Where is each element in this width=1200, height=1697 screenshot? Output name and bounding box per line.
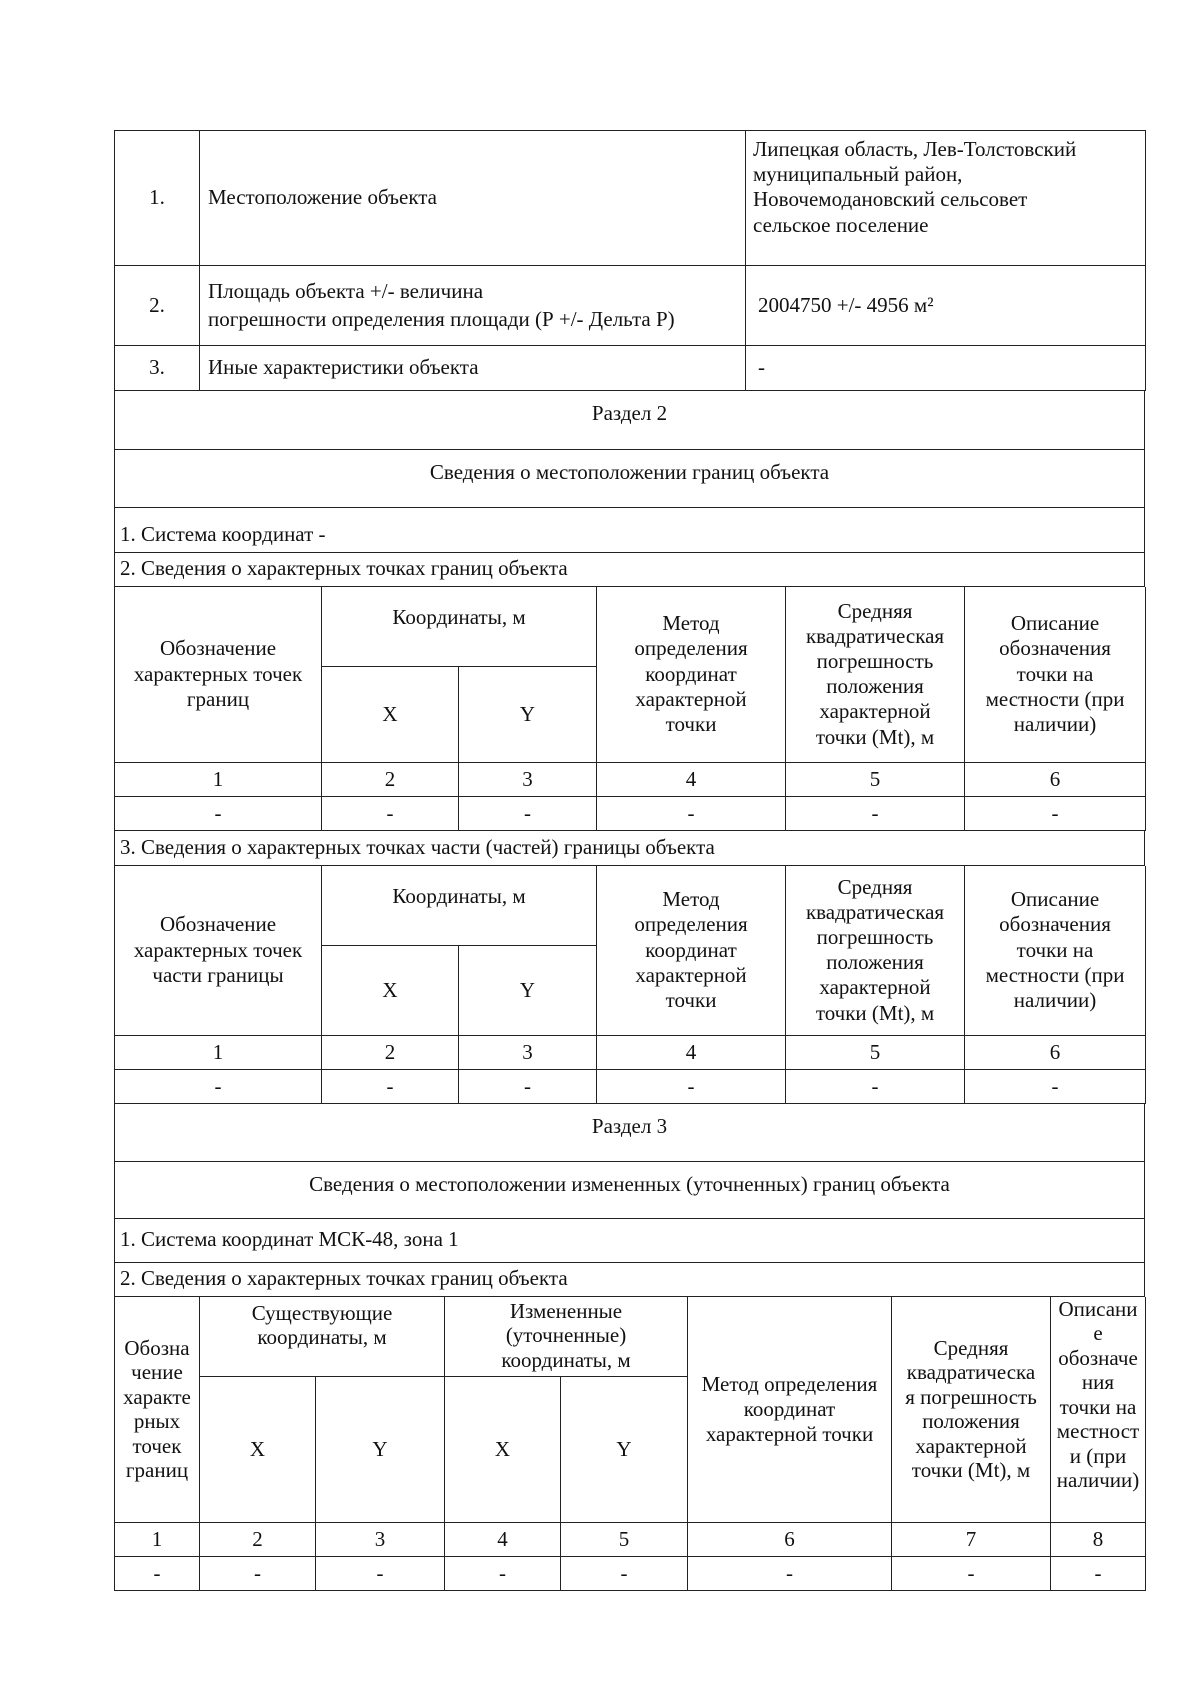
text-line: Измененные (509, 1298, 623, 1323)
column-number: 6 (688, 1523, 892, 1557)
location-value (746, 131, 1146, 266)
y-header: Y (459, 946, 597, 1036)
text-line: Обозна (124, 1335, 190, 1360)
text-line: точки (Mt), м (815, 1000, 935, 1025)
table-cell: - (115, 797, 322, 831)
text-line: Описани (1058, 1296, 1138, 1321)
text-line: координат (645, 937, 737, 962)
column-number: 3 (459, 1036, 597, 1070)
text-line: обозначения (999, 636, 1111, 661)
text-line: наличии) (1013, 712, 1097, 737)
text-line: погрешность (816, 925, 934, 950)
text-line: Липецкая область, Лев-Толстовский (753, 137, 1077, 161)
text-line: квадратическая (805, 899, 945, 924)
text-line: и (при (1069, 1443, 1127, 1468)
text-line: местности (при (985, 686, 1125, 711)
parts-title: 3. Сведения о характерных точках части (частей) границы объекта (115, 831, 1145, 865)
section2-header-block (114, 391, 1145, 587)
table-row (115, 797, 1146, 831)
changed-coords-header (445, 1297, 688, 1377)
text-line: сельское поселение (753, 212, 929, 237)
text-line: характерной (819, 699, 931, 724)
text-line: части границы (152, 962, 284, 987)
text-line: определения (634, 912, 748, 937)
text-line: точки (665, 988, 717, 1013)
method-header (597, 866, 786, 1036)
text-line: точки (Mt), м (815, 724, 935, 749)
x-header: X (322, 667, 459, 763)
row-number: 1. (115, 131, 200, 266)
text-line: Новочемодановский сельсовет (753, 187, 1028, 212)
area-value: 2004750 +/- 4956 м² (746, 266, 1146, 346)
existing-x-header: X (200, 1377, 316, 1523)
text-line: точки на (1016, 937, 1094, 962)
table-cell: - (561, 1557, 688, 1591)
text-line: точки на (1059, 1394, 1137, 1419)
text-line: муниципальный район, (753, 162, 963, 187)
text-line: обозначе (1058, 1345, 1138, 1370)
table-cell: - (459, 797, 597, 831)
error-header (786, 866, 965, 1036)
table-row (115, 1070, 1146, 1104)
column-number: 3 (459, 763, 597, 797)
column-number: 6 (965, 763, 1146, 797)
column-number: 2 (200, 1523, 316, 1557)
text-line: е (1093, 1321, 1103, 1346)
table-cell: - (597, 797, 786, 831)
table-cell: - (322, 797, 459, 831)
text-line: Обозначение (159, 636, 277, 661)
points-title: 2. Сведения о характерных точках границ объекта (115, 1262, 1145, 1296)
text-line: погрешности определения площади (Р +/- Дельта Р) (208, 306, 675, 331)
row-label: Местоположение объекта (200, 131, 746, 266)
section1-block (114, 130, 1145, 391)
text-line: Средняя (837, 598, 913, 623)
text-line: я погрешность (905, 1384, 1037, 1409)
text-line: точки (665, 712, 717, 737)
text-line: положения (826, 950, 924, 975)
text-line: местности (при (985, 962, 1125, 987)
row-number: 2. (115, 266, 200, 346)
other-value: - (746, 346, 1146, 391)
text-line: координат (645, 661, 737, 686)
row-label: Иные характеристики объекта (200, 346, 746, 391)
points-table (114, 587, 1146, 832)
column-number: 2 (322, 763, 459, 797)
document-page (114, 130, 1145, 1591)
column-number: 5 (786, 763, 965, 797)
text-line: границ (125, 1458, 189, 1483)
text-line: точки на (1016, 661, 1094, 686)
column-numbers-row (115, 1036, 1146, 1070)
table-cell: - (445, 1557, 561, 1591)
object-info-table (114, 130, 1146, 391)
text-line: наличии) (1056, 1468, 1140, 1493)
text-line: наличии) (1013, 988, 1097, 1013)
section-title: Раздел 3 (115, 1104, 1145, 1161)
section-subtitle: Сведения о местоположении границ объекта (115, 449, 1145, 507)
coords-header: Координаты, м (322, 866, 597, 946)
column-number: 1 (115, 1036, 322, 1070)
table-cell: - (892, 1557, 1051, 1591)
text-line: обозначения (999, 912, 1111, 937)
table-cell: - (965, 1070, 1146, 1104)
section3-header (114, 1104, 1145, 1297)
coord-system: 1. Система координат - (115, 507, 1145, 552)
text-line: Существующие (251, 1300, 393, 1325)
description-header (965, 866, 1146, 1036)
column-number: 4 (445, 1523, 561, 1557)
text-line: Описание (1010, 887, 1100, 912)
text-line: границ (186, 686, 250, 711)
text-line: квадратическая (805, 623, 945, 648)
error-header (786, 587, 965, 763)
text-line: Средняя (933, 1335, 1009, 1360)
table-cell: - (459, 1070, 597, 1104)
designation-header (115, 1297, 200, 1523)
coord-system: 1. Система координат МСК-48, зона 1 (115, 1218, 1145, 1262)
table-cell: - (597, 1070, 786, 1104)
designation-header (115, 587, 322, 763)
column-number: 1 (115, 763, 322, 797)
text-line: характерной точки (705, 1421, 874, 1446)
column-number: 4 (597, 763, 786, 797)
text-line: Метод (662, 887, 720, 912)
row-number: 3. (115, 346, 200, 391)
parts-table-block (114, 866, 1145, 1105)
description-header (965, 587, 1146, 763)
table-cell: - (200, 1557, 316, 1591)
table-row (115, 266, 1146, 346)
text-line: характерных точек (133, 661, 303, 686)
text-line: характерной (915, 1433, 1027, 1458)
column-number: 6 (965, 1036, 1146, 1070)
table-row (115, 346, 1146, 391)
column-number: 4 (597, 1036, 786, 1070)
table-cell: - (786, 1070, 965, 1104)
section-subtitle: Сведения о местоположении измененных (уточненных) границ объекта (115, 1161, 1145, 1218)
section-title: Раздел 2 (115, 391, 1145, 449)
text-line: координаты, м (257, 1325, 387, 1350)
column-number: 7 (892, 1523, 1051, 1557)
changed-y-header: Y (561, 1377, 688, 1523)
table-row (115, 131, 1146, 266)
table-cell: - (322, 1070, 459, 1104)
method-header (597, 587, 786, 763)
y-header: Y (459, 667, 597, 763)
parts-title-table (114, 831, 1145, 866)
text-line: Средняя (837, 874, 913, 899)
text-line: ния (1081, 1370, 1115, 1395)
text-line: характерной (635, 686, 747, 711)
column-number: 8 (1051, 1523, 1146, 1557)
changed-x-header: X (445, 1377, 561, 1523)
column-number: 5 (561, 1523, 688, 1557)
table-cell: - (786, 797, 965, 831)
text-line: Метод определения (701, 1372, 878, 1397)
points-table-block (114, 587, 1145, 832)
description-header (1051, 1297, 1146, 1523)
text-line: точки (Mt), м (911, 1458, 1031, 1483)
column-numbers-row (115, 1523, 1146, 1557)
parts-table (114, 866, 1146, 1105)
text-line: чение (131, 1360, 183, 1385)
changed-points-table-block (114, 1297, 1145, 1592)
text-line: координат (743, 1396, 836, 1421)
column-number: 5 (786, 1036, 965, 1070)
text-line: координаты, м (501, 1347, 631, 1372)
row-label (200, 266, 746, 346)
text-line: положения (922, 1409, 1020, 1434)
table-row (115, 1557, 1146, 1591)
text-line: рных (133, 1409, 181, 1434)
section3-header-block (114, 1104, 1145, 1297)
text-line: местност (1056, 1419, 1140, 1444)
existing-coords-header (200, 1297, 445, 1377)
text-line: определения (634, 636, 748, 661)
x-header: X (322, 946, 459, 1036)
text-line: квадратическа (906, 1360, 1036, 1385)
text-line: положения (826, 674, 924, 699)
error-header (892, 1297, 1051, 1523)
text-line: Описание (1010, 611, 1100, 636)
text-line: Метод (662, 611, 720, 636)
table-cell: - (965, 797, 1146, 831)
text-line: погрешность (816, 649, 934, 674)
column-number: 3 (316, 1523, 445, 1557)
designation-header (115, 866, 322, 1036)
text-line: (уточненные) (505, 1323, 627, 1348)
method-header (688, 1297, 892, 1523)
section2-header (114, 391, 1145, 587)
table-cell: - (1051, 1557, 1146, 1591)
points-title: 2. Сведения о характерных точках границ объекта (115, 552, 1145, 586)
coords-header: Координаты, м (322, 587, 597, 667)
text-line: характерных точек (133, 937, 303, 962)
text-line: характерной (819, 975, 931, 1000)
column-number: 1 (115, 1523, 200, 1557)
text-line: характерной (635, 962, 747, 987)
text-line: Обозначение (159, 912, 277, 937)
text-line: Площадь объекта +/- величина (208, 279, 484, 304)
table-cell: - (115, 1070, 322, 1104)
text-line: характе (123, 1384, 191, 1409)
column-numbers-row (115, 763, 1146, 797)
existing-y-header: Y (316, 1377, 445, 1523)
parts-title-block (114, 831, 1145, 866)
changed-points-table (114, 1297, 1146, 1592)
table-cell: - (115, 1557, 200, 1591)
text-line: точек (132, 1433, 182, 1458)
column-number: 2 (322, 1036, 459, 1070)
table-cell: - (316, 1557, 445, 1591)
table-cell: - (688, 1557, 892, 1591)
